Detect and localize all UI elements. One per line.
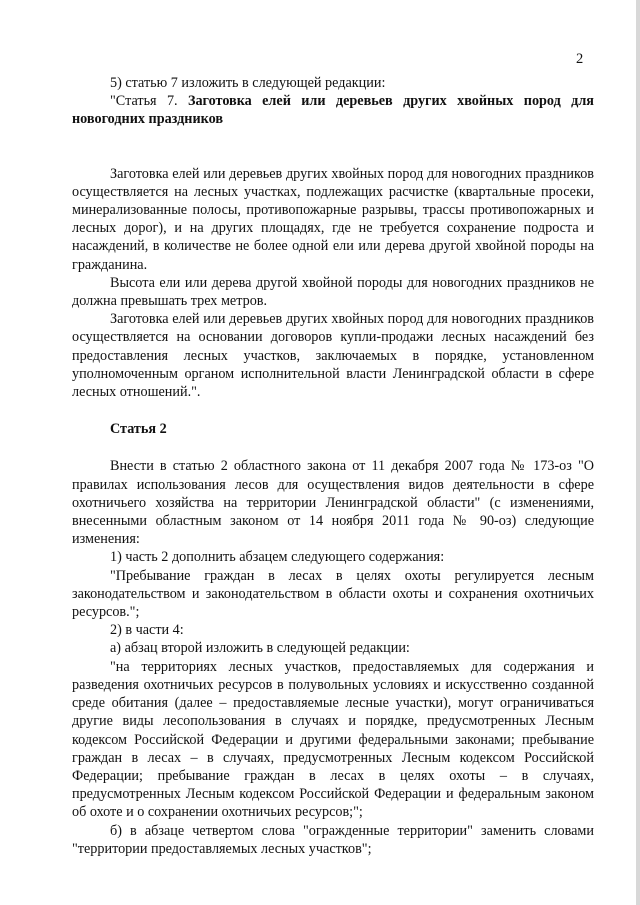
article-2-item-2b: б) в абзаце четвертом слова "огражденные территории" заменить словами "территории предоставляемых лесных участков"; (72, 822, 594, 857)
scan-edge (636, 0, 640, 905)
spacer (72, 129, 594, 147)
article-7-title-bold: Заготовка елей или деревьев других хвойных пород для новогодних праздников (72, 93, 594, 128)
article-2-item-1: 1) часть 2 дополнить абзацем следующего содержания: (110, 549, 445, 566)
page-number: 2 (576, 51, 584, 67)
article-2-item-1-quote: "Пребывание граждан в лесах в целях охоты регулируется лесным законодательством и законодательством в области охоты и сохранения охотничьих ресурсов."; (72, 567, 594, 621)
article-2-heading: Статья 2 (110, 421, 167, 438)
article-7-title-prefix: "Статья 7. (110, 93, 188, 110)
document-body (72, 74, 594, 858)
article-2-intro: Внести в статью 2 областного закона от 11 декабря 2007 года № 173-оз "О правилах использования лесов для осуществления видов деятельности в сфере охотничьего хозяйства на территории Ленинградской области" (с изменениями, внесенными областным законом от 14 ноября 2011 года № 90-оз) следующие изменения: (72, 458, 594, 548)
article-7-paragraph-2: Высота ели или дерева другой хвойной породы для новогодних праздников не должна превышать трех метров. (72, 274, 594, 310)
article-7-paragraph-1: Заготовка елей или деревьев других хвойных пород для новогодних праздников осуществляется на лесных участках, подлежащих расчистке (квартальные просеки, минерализованные полосы, противопожарные разрывы, трассы противопожарных и лесных дорог), и на других площадях, где не требуется сохранение подроста и насаждений, в количестве не более одной ели или дерева другой хвойной породы на гражданина. (72, 165, 594, 273)
article-2-item-2: 2) в части 4: (110, 622, 184, 639)
spacer (72, 147, 594, 165)
article-7-title (72, 92, 594, 128)
spacer (72, 438, 594, 457)
spacer (72, 401, 594, 420)
article-7-paragraph-3: Заготовка елей или деревьев других хвойных пород для новогодних праздников осуществляется на основании договоров купли-продажи лесных насаждений без предоставления лесных участков, заключаемых в порядке, установленном уполномоченным органом исполнительной власти Ленинградской области в сфере лесных отношений.". (72, 311, 594, 401)
article-2-item-2a-quote: "на территориях лесных участков, предоставляемых для содержания и разведения охотничьих ресурсов в полувольных условиях и искусственно созданной среде обитания (далее – предоставляемые лесные участки), могут ограничиваться другие виды лесопользования в случаях и порядке, предусмотренных Лесным кодексом Российской Федерации и другими федеральными законами; пребывание граждан в лесах – в случаях, предусмотренных Лесным кодексом Российской Федерации; пребывание граждан в лесах в целях охоты – в случаях, предусмотренных Лесным кодексом Российской Федерации и федеральным законом об охоте и о сохранении охотничьих ресурсов;"; (72, 658, 594, 821)
item-5-intro: 5) статью 7 изложить в следующей редакции: (110, 75, 386, 91)
article-2-item-2a: а) абзац второй изложить в следующей редакции: (110, 640, 410, 657)
